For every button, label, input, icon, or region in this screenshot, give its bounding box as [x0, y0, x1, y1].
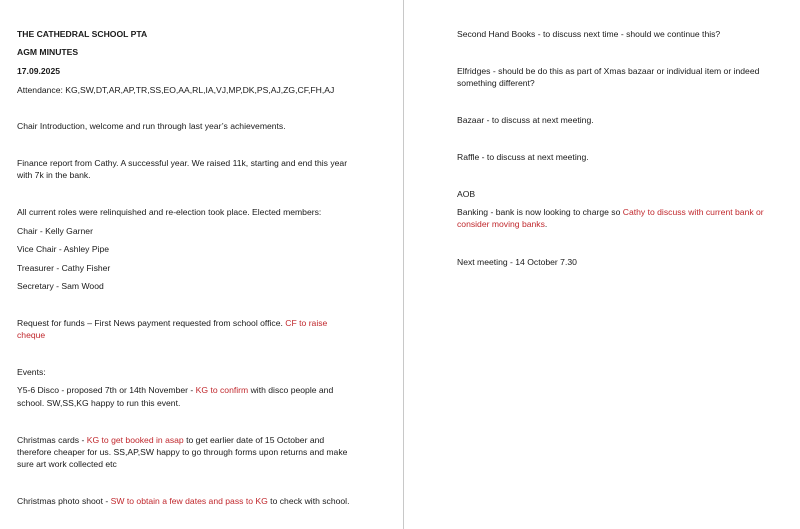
chair-intro: Chair Introduction, welcome and run through last year’s achievements.	[17, 121, 286, 131]
role-secretary: Secretary - Sam Wood	[17, 281, 104, 291]
document-title: THE CATHEDRAL SCHOOL PTA	[17, 29, 148, 39]
disco-text-cont: with disco people and	[248, 385, 334, 395]
cards-line-1	[17, 434, 324, 446]
funds-request-line-1	[17, 317, 327, 329]
disco-line-1	[17, 384, 333, 396]
funds-request-text: Request for funds – First News payment requested from school office.	[17, 318, 286, 328]
banking-text: Banking - bank is now looking to charge so	[457, 207, 623, 217]
photo-text: Christmas photo shoot -	[17, 496, 111, 506]
role-vice-chair: Vice Chair - Ashley Pipe	[17, 244, 110, 254]
cards-text: Christmas cards -	[17, 435, 87, 445]
cards-line-3: sure art work collected etc	[17, 459, 117, 469]
second-hand-books: Second Hand Books - to discuss next time - should we continue this?	[457, 29, 721, 39]
funds-action-line-2: cheque	[17, 330, 46, 340]
elfridges-line-1: Elfridges - should be do this as part of Xmas bazaar or individual item or indeed	[457, 66, 760, 76]
bazaar-item: Bazaar - to discuss at next meeting.	[457, 115, 594, 125]
raffle-item: Raffle - to discuss at next meeting.	[457, 152, 589, 162]
document-page-right	[404, 0, 800, 529]
cards-text-cont: to get earlier date of 15 October and	[183, 435, 325, 445]
photo-action: SW to obtain a few dates and pass to KG	[110, 496, 268, 506]
disco-text: Y5-6 Disco - proposed 7th or 14th November -	[17, 385, 196, 395]
banking-line-2	[457, 218, 547, 230]
role-treasurer: Treasurer - Cathy Fisher	[17, 263, 111, 273]
banking-end: .	[544, 219, 548, 229]
finance-report-line-1: Finance report from Cathy. A successful year. We raised 11k, starting and end this year	[17, 158, 348, 168]
roles-intro: All current roles were relinquished and re-election took place. Elected members:	[17, 207, 322, 217]
photo-shoot-line	[17, 495, 349, 507]
events-heading: Events:	[17, 367, 46, 377]
aob-heading: AOB	[457, 189, 476, 199]
cards-line-2: therefore cheaper for us. SS,AP,SW happy to go through forms upon returns and make	[17, 447, 348, 457]
elfridges-line-2: something different?	[457, 78, 535, 88]
banking-action-cont: consider moving banks	[457, 219, 545, 229]
funds-action: CF to raise	[285, 318, 328, 328]
banking-line-1	[457, 206, 764, 218]
banking-action: Cathy to discuss with current bank or	[622, 207, 764, 217]
next-meeting: Next meeting - 14 October 7.30	[457, 257, 577, 267]
finance-report-line-2: with 7k in the bank.	[17, 170, 91, 180]
role-chair: Chair - Kelly Garner	[17, 226, 93, 236]
photo-text-cont: to check with school.	[267, 496, 350, 506]
document-subtitle: AGM MINUTES	[17, 47, 79, 57]
cards-action: KG to get booked in asap	[86, 435, 184, 445]
meeting-date: 17.09.2025	[17, 66, 61, 76]
attendance-line: Attendance: KG,SW,DT,AR,AP,TR,SS,EO,AA,RL,IA,VJ,MP,DK,PS,AJ,ZG,CF,FH,AJ	[17, 85, 335, 95]
disco-action: KG to confirm	[195, 385, 249, 395]
disco-line-2: school. SW,SS,KG happy to run this event.	[17, 398, 181, 408]
